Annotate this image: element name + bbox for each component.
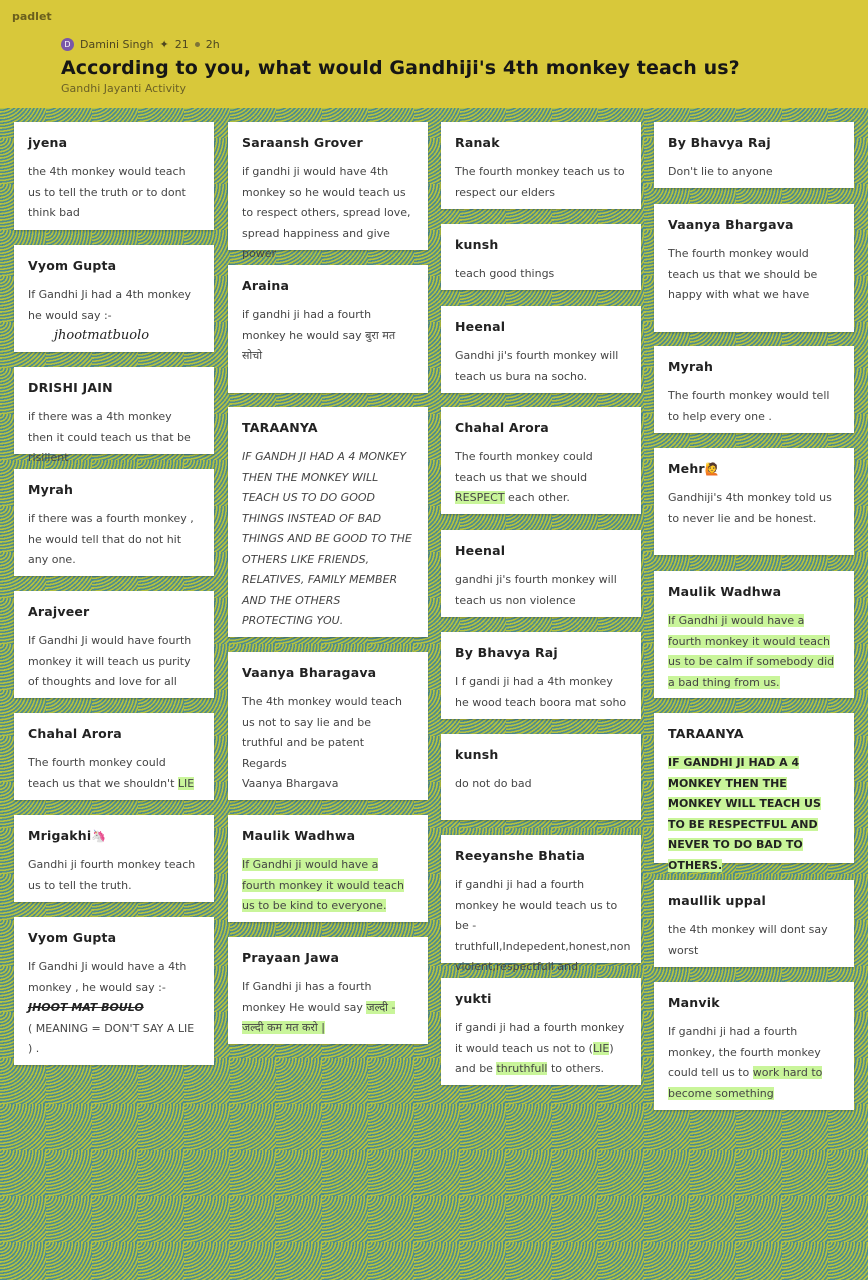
post-card[interactable] (14, 917, 214, 1065)
post-author: Vyom Gupta (28, 930, 117, 945)
post-author: kunsh (455, 237, 499, 252)
post-author: By Bhavya Raj (455, 645, 558, 660)
post-author-name: Mrigakhi (28, 828, 92, 843)
post-card[interactable] (14, 122, 214, 230)
post-card[interactable] (441, 122, 641, 209)
post-card[interactable] (228, 652, 428, 800)
post-author: Reeyanshe Bhatia (455, 848, 585, 863)
post-time: 2h (205, 38, 220, 51)
post-body (242, 692, 414, 795)
post-author: kunsh (455, 747, 499, 762)
post-body: The fourth monkey would teach us that we should be happy with what we have (668, 247, 818, 301)
post-body: if there was a fourth monkey , he would tell that do not hit any one. (28, 512, 194, 566)
post-body: I f gandi ji had a 4th monkey he wood teach boora mat soho (455, 675, 627, 709)
unicorn-icon: 🦄 (91, 829, 107, 843)
post-card[interactable] (228, 815, 428, 922)
post-handwritten: jhootmatbuolo (54, 328, 150, 343)
post-author (28, 828, 200, 843)
padlet-logo[interactable]: padlet (12, 10, 52, 23)
highlighted-text-2: thruthfull (496, 1062, 548, 1075)
post-body: teach good things (455, 267, 555, 280)
highlighted-text: LIE (177, 776, 195, 790)
post-body (242, 977, 414, 1039)
post-author: Heenal (455, 319, 506, 334)
post-author: Ranak (455, 135, 500, 150)
post-body (28, 285, 200, 347)
post-card[interactable] (228, 937, 428, 1044)
post-body (455, 1018, 627, 1080)
post-card[interactable] (654, 713, 854, 872)
padlet-header (0, 0, 868, 108)
highlighted-text: If Gandhi ji would have a fourth monkey it would teach us to be kind to everyone. (242, 858, 404, 912)
post-body: Gandhiji's 4th monkey told us to never lie and be honest. (668, 491, 832, 525)
highlighted-text: जल्दी - जल्दी कम मत करो | (242, 1000, 396, 1034)
post-author: Myrah (28, 482, 74, 497)
post-text-line3: Vaanya Bhargava (242, 777, 339, 790)
author-name[interactable]: Damini Singh (80, 38, 154, 51)
post-body (455, 447, 627, 509)
post-meta (61, 38, 220, 51)
post-text: If gandhi ji had a fourth monkey, the fourth monkey could tell us to (668, 1025, 821, 1079)
post-author: Prayaan Jawa (242, 950, 340, 965)
post-author: Myrah (668, 359, 714, 374)
post-body: Don't lie to anyone (668, 165, 773, 178)
post-card[interactable] (654, 571, 854, 698)
highlighted-text: If Gandhi ji would have a fourth monkey it would teach us to be calm if somebody did a bad thing from us. (668, 614, 835, 689)
post-card[interactable] (441, 306, 641, 393)
post-author: yukti (455, 991, 492, 1006)
post-card[interactable] (654, 448, 854, 555)
post-body: Gandhi ji's fourth monkey will teach us bura na socho. (455, 349, 619, 383)
highlighted-text: RESPECT (455, 491, 505, 504)
post-body: the 4th monkey would teach us to tell the truth or to dont think bad (28, 165, 186, 219)
post-card[interactable] (654, 982, 854, 1110)
post-body (668, 1022, 840, 1104)
post-card[interactable] (441, 835, 641, 973)
post-card[interactable] (14, 815, 214, 902)
post-card[interactable] (14, 245, 214, 352)
highlighted-text: IF GANDHI JI HAD A 4 MONKEY THEN THE MONKEY WILL TEACH US TO BE RESPECTFUL AND NEVER TO DO BAD TO OTHERS. (668, 756, 821, 872)
highlighted-text: work hard to become something (668, 1066, 823, 1100)
post-text-mid: ) and be (455, 1041, 614, 1075)
post-card[interactable] (441, 407, 641, 514)
post-count: 21 (174, 38, 189, 51)
post-author: Vaanya Bharagava (242, 665, 377, 680)
post-text: if gandi ji had a fourth monkey it would teach us not to ( (455, 1021, 625, 1055)
page-subtitle: Gandhi Jayanti Activity (61, 82, 186, 95)
post-text-tail: each other. (504, 491, 570, 504)
post-text: The fourth monkey could teach us that we should (455, 450, 593, 484)
post-body: If Gandhi Ji would have fourth monkey it will teach us purity of thoughts and love for all (28, 634, 192, 688)
post-card[interactable] (654, 346, 854, 433)
post-body (668, 611, 840, 693)
post-author: Vaanya Bhargava (668, 217, 794, 232)
post-author: Maulik Wadhwa (242, 828, 356, 843)
post-text: If Gandhi Ji had a 4th monkey he would say :- (28, 288, 192, 322)
post-text: If Gandhi Ji would have a 4th monkey , he would say :- (28, 960, 187, 994)
post-text: The 4th monkey would teach us not to say lie and be truthful and be patent (242, 695, 402, 749)
post-text: If Gandhi ji has a fourth monkey He would say (242, 980, 372, 1014)
plus-icon: ✦ (159, 38, 169, 51)
post-author: DRISHI JAIN (28, 380, 113, 395)
post-card[interactable] (441, 530, 641, 617)
post-body: if gandhi ji had a fourth monkey he would teach us to be - truthfull,Indepedent,honest,non violent,respectfull and (455, 878, 631, 973)
post-card[interactable] (441, 632, 641, 719)
post-author: Manvik (668, 995, 720, 1010)
post-body (28, 957, 200, 1060)
post-card[interactable] (654, 122, 854, 188)
post-card[interactable] (14, 469, 214, 576)
post-text-line2: Regards (242, 756, 287, 770)
post-author (668, 461, 840, 476)
post-author: Araina (242, 278, 290, 293)
post-body: if gandhi ji would have 4th monkey so he would teach us to respect others, spread love, spread happiness and give power (242, 165, 411, 260)
post-author: TARAANYA (668, 726, 744, 741)
post-body: The fourth monkey would tell to help every one . (668, 389, 830, 423)
separator-dot-icon (195, 42, 200, 47)
post-text-tail: to others. (547, 1062, 605, 1075)
post-body: gandhi ji's fourth monkey will teach us non violence (455, 573, 617, 607)
post-author: TARAANYA (242, 420, 318, 435)
post-author-name: Mehr (668, 461, 705, 476)
post-text: The fourth monkey could teach us that we shouldn't (28, 756, 178, 790)
post-body (28, 753, 200, 794)
post-body (668, 753, 840, 876)
post-author: Arajveer (28, 604, 90, 619)
page-title: According to you, what would Gandhiji's 4th monkey teach us? (61, 57, 740, 79)
post-card[interactable] (228, 122, 428, 260)
post-body (242, 855, 414, 917)
post-author: Vyom Gupta (28, 258, 117, 273)
author-avatar[interactable]: D (61, 38, 74, 51)
post-author: Chahal Arora (455, 420, 549, 435)
post-card[interactable] (441, 734, 641, 820)
post-author: Heenal (455, 543, 506, 558)
post-author: maullik uppal (668, 893, 766, 908)
post-card[interactable] (228, 265, 428, 393)
person-emoji-icon: 🙋 (704, 462, 720, 476)
post-card[interactable] (441, 224, 641, 290)
post-card[interactable] (441, 978, 641, 1085)
post-body: Gandhi ji fourth monkey teach us to tell the truth. (28, 858, 196, 892)
post-author: Chahal Arora (28, 726, 122, 741)
strikethrough-text: JHOOT MAT BOULO (28, 1001, 144, 1014)
post-card[interactable] (654, 204, 854, 332)
post-author: Saraansh Grover (242, 135, 363, 150)
post-card[interactable] (228, 407, 428, 637)
post-card[interactable] (14, 713, 214, 800)
post-body: IF GANDH JI HAD A 4 MONKEY THEN THE MONKEY WILL TEACH US TO DO GOOD THINGS INSTEAD OF BAD THINGS AND BE GOOD TO THE OTHERS LIKE FRIENDS, RELATIVES, FAMILY MEMBER AND THE OTHERS PROTECTING YOU. (242, 450, 412, 627)
post-card[interactable] (14, 591, 214, 698)
post-body: The fourth monkey teach us to respect our elders (455, 165, 625, 199)
post-card[interactable] (14, 367, 214, 464)
post-author: By Bhavya Raj (668, 135, 771, 150)
post-text-tail: ( MEANING = DON'T SAY A LIE ) . (28, 1021, 195, 1055)
post-author: Maulik Wadhwa (668, 584, 782, 599)
post-body: do not do bad (455, 777, 532, 790)
post-author: jyena (28, 135, 68, 150)
post-body: if gandhi ji had a fourth monkey he would say बुरा मत सोचो (242, 308, 396, 362)
post-body: the 4th monkey will dont say worst (668, 923, 828, 957)
post-card[interactable] (654, 880, 854, 967)
post-body: if there was a 4th monkey then it could teach us that be risilient (28, 410, 191, 464)
highlighted-text: LIE (592, 1041, 610, 1055)
